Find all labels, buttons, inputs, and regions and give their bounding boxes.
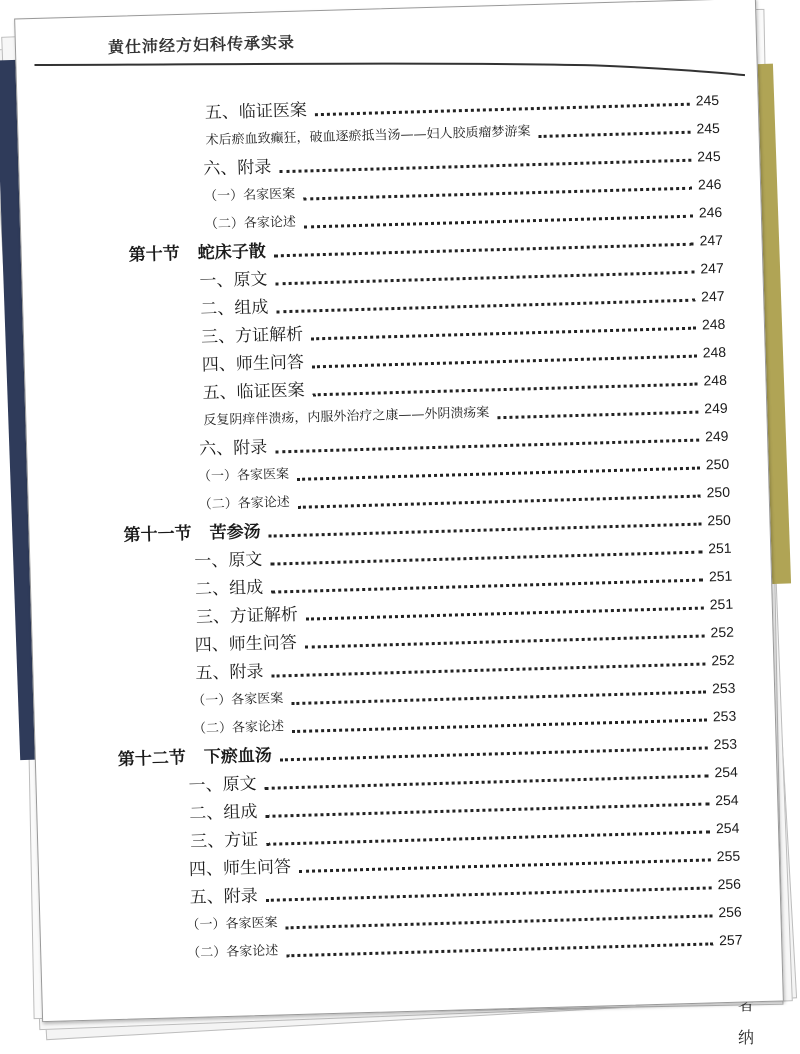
toc-page-number: 251 bbox=[709, 595, 734, 613]
toc-entry-label: 二、组成 bbox=[200, 297, 269, 320]
toc-entry-label: 四、师生问答 bbox=[188, 857, 292, 881]
adjacent-page-glyph: 纳 bbox=[738, 1028, 755, 1047]
toc-page-number: 246 bbox=[698, 203, 723, 221]
toc-entry-label: 五、附录 bbox=[189, 886, 259, 908]
toc-entry-label: （一）各家医案 bbox=[197, 467, 290, 485]
toc-entry-label: 一、原文 bbox=[188, 774, 257, 796]
toc-page-number: 249 bbox=[704, 399, 728, 417]
toc-page-number: 253 bbox=[712, 707, 737, 725]
toc-entry-label: 二、组成 bbox=[189, 802, 258, 824]
toc-entry-label: （二）各家论述 bbox=[204, 214, 297, 233]
toc-page-number: 256 bbox=[717, 875, 742, 893]
toc-page-number: 257 bbox=[718, 931, 743, 949]
toc-page-number: 255 bbox=[716, 847, 741, 865]
toc-page-number: 250 bbox=[706, 483, 731, 501]
toc-page-number: 246 bbox=[697, 175, 722, 193]
toc-page-number: 247 bbox=[700, 287, 725, 305]
toc-entry-label: 六、附录 bbox=[203, 157, 272, 180]
toc-section-title: 蛇床子散 bbox=[197, 241, 267, 264]
toc-page-number: 254 bbox=[715, 791, 739, 809]
toc-page-number: 245 bbox=[696, 119, 721, 137]
toc-section-number: 第十一节 bbox=[123, 523, 192, 546]
toc-page-number: 250 bbox=[705, 455, 730, 473]
toc-entry-label: （二）各家论述 bbox=[198, 495, 290, 513]
adjacent-page-glyph: 者 bbox=[738, 995, 755, 1014]
toc-dot-leader bbox=[539, 131, 691, 138]
toc-entry-label: （二）各家论述 bbox=[192, 719, 285, 737]
table-of-contents bbox=[17, 81, 781, 969]
toc-entry-label: 反复阴痒伴溃疡，内服外治疗之康——外阴溃疡案 bbox=[203, 405, 490, 429]
toc-entry-label: 六、附录 bbox=[198, 437, 268, 460]
toc-entry-label: 一、原文 bbox=[194, 549, 263, 572]
toc-page-number: 251 bbox=[708, 567, 733, 585]
toc-entry-label: 五、附录 bbox=[195, 661, 264, 684]
toc-entry-label: （一）名家医案 bbox=[203, 186, 296, 205]
toc-entry-label: 一、原文 bbox=[199, 269, 268, 292]
toc-entry-label: 三、方证 bbox=[189, 830, 259, 852]
toc-entry-label: 术后瘀血致癫狂，破血逐瘀抵当汤——妇人胶质瘤梦游案 bbox=[205, 124, 531, 149]
running-header-title: 黄仕沛经方妇科传承实录 bbox=[107, 32, 296, 57]
toc-page-number: 247 bbox=[700, 259, 724, 277]
toc-page-number: 254 bbox=[714, 763, 739, 781]
toc-entry-label: 三、方证解析 bbox=[200, 324, 304, 348]
toc-page-number: 247 bbox=[699, 231, 724, 249]
toc-page-number: 251 bbox=[707, 539, 732, 557]
toc-page bbox=[14, 0, 784, 1022]
toc-page-number: 252 bbox=[710, 623, 735, 641]
toc-entry-label: 四、师生问答 bbox=[201, 352, 305, 376]
toc-entry-label: 五、临证医案 bbox=[204, 100, 308, 124]
toc-section-title: 苦参汤 bbox=[209, 521, 261, 544]
toc-page-number: 254 bbox=[715, 819, 740, 837]
toc-entry-label: 三、方证解析 bbox=[195, 604, 299, 628]
toc-entry-label: （一）各家医案 bbox=[186, 915, 278, 934]
toc-entry-label: 五、临证医案 bbox=[202, 380, 305, 404]
toc-page-number: 248 bbox=[702, 343, 727, 361]
toc-section-number: 第十二节 bbox=[117, 748, 187, 770]
toc-dot-leader bbox=[286, 942, 713, 957]
toc-page-number: 245 bbox=[697, 147, 721, 165]
toc-entry-label: （二）各家论述 bbox=[187, 943, 279, 962]
toc-entry-label: （一）各家医案 bbox=[192, 691, 284, 709]
toc-entry-label: 二、组成 bbox=[194, 577, 264, 600]
toc-entry-label: 四、师生问答 bbox=[194, 632, 297, 656]
toc-dot-leader bbox=[497, 411, 698, 420]
toc-page-number: 248 bbox=[703, 371, 728, 389]
toc-page-number: 250 bbox=[707, 511, 731, 529]
toc-page-number: 248 bbox=[701, 315, 726, 333]
toc-page-number: 252 bbox=[711, 651, 735, 669]
toc-page-number: 253 bbox=[711, 679, 736, 697]
toc-page-number: 253 bbox=[713, 735, 738, 753]
toc-page-number: 249 bbox=[704, 427, 729, 445]
toc-page-number: 245 bbox=[695, 91, 720, 109]
toc-page-number: 256 bbox=[718, 903, 742, 921]
toc-section-title: 下瘀血汤 bbox=[203, 745, 273, 768]
toc-section-number: 第十节 bbox=[128, 244, 181, 266]
